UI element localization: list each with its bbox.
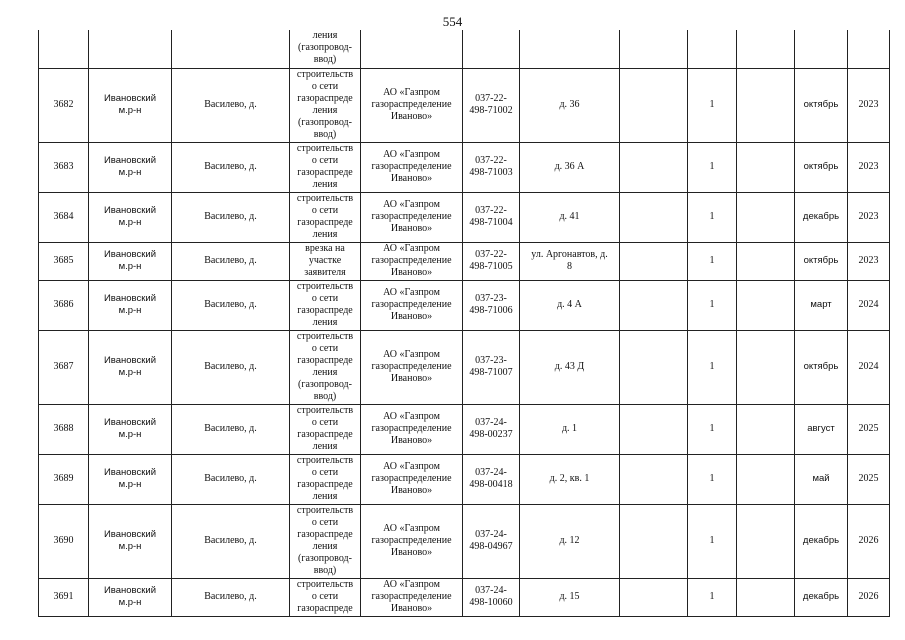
empty-cell xyxy=(89,30,172,68)
code-cell: 037-24- 498-10060 xyxy=(463,578,520,616)
locality-cell: Василево, д. xyxy=(172,192,290,242)
empty-cell xyxy=(463,30,520,68)
year-cell: 2024 xyxy=(848,330,890,404)
table-row xyxy=(39,142,890,192)
district-cell: Ивановский м.р-н xyxy=(89,504,172,578)
quantity-cell: 1 xyxy=(688,404,737,454)
quantity-cell: 1 xyxy=(688,330,737,404)
code-cell: 037-22- 498-71005 xyxy=(463,242,520,280)
district-cell: Ивановский м.р-н xyxy=(89,280,172,330)
code-cell: 037-23- 498-71007 xyxy=(463,330,520,404)
table-body xyxy=(39,30,890,616)
empty-cell xyxy=(620,504,688,578)
empty-cell xyxy=(688,30,737,68)
empty-cell xyxy=(737,578,795,616)
address-cell: ул. Аргонавтов, д. 8 xyxy=(520,242,620,280)
row-number-cell: 3686 xyxy=(39,280,89,330)
year-cell: 2023 xyxy=(848,68,890,142)
code-cell: 037-24- 498-00418 xyxy=(463,454,520,504)
locality-cell: Василево, д. xyxy=(172,578,290,616)
empty-cell xyxy=(737,142,795,192)
locality-cell: Василево, д. xyxy=(172,68,290,142)
address-cell: д. 43 Д xyxy=(520,330,620,404)
empty-cell xyxy=(620,330,688,404)
table-row xyxy=(39,504,890,578)
row-number-cell: 3682 xyxy=(39,68,89,142)
organization-cell: АО «Газпром газораспределение Иваново» xyxy=(361,454,463,504)
month-cell: октябрь xyxy=(795,330,848,404)
code-cell: 037-23- 498-71006 xyxy=(463,280,520,330)
row-number-cell: 3683 xyxy=(39,142,89,192)
month-cell: декабрь xyxy=(795,504,848,578)
code-cell: 037-22- 498-71004 xyxy=(463,192,520,242)
empty-cell xyxy=(737,404,795,454)
district-cell: Ивановский м.р-н xyxy=(89,578,172,616)
work-type-cell: строительств о сети газораспреде ления (газопровод- ввод) xyxy=(290,68,361,142)
year-cell: 2025 xyxy=(848,404,890,454)
quantity-cell: 1 xyxy=(688,578,737,616)
empty-cell xyxy=(795,30,848,68)
year-cell: 2023 xyxy=(848,142,890,192)
locality-cell: Василево, д. xyxy=(172,504,290,578)
continuation-row xyxy=(39,30,890,68)
work-type-cell: строительств о сети газораспреде ления (газопровод- ввод) xyxy=(290,504,361,578)
quantity-cell: 1 xyxy=(688,192,737,242)
address-cell: д. 4 А xyxy=(520,280,620,330)
locality-cell: Василево, д. xyxy=(172,330,290,404)
district-cell: Ивановский м.р-н xyxy=(89,454,172,504)
quantity-cell: 1 xyxy=(688,68,737,142)
code-cell: 037-24- 498-04967 xyxy=(463,504,520,578)
gasification-schedule-table xyxy=(38,30,890,617)
empty-cell xyxy=(620,142,688,192)
row-number-cell: 3691 xyxy=(39,578,89,616)
address-cell: д. 36 xyxy=(520,68,620,142)
work-type-cell: строительств о сети газораспреде ления xyxy=(290,454,361,504)
empty-cell xyxy=(620,578,688,616)
row-number-cell: 3687 xyxy=(39,330,89,404)
empty-cell xyxy=(737,504,795,578)
month-cell: март xyxy=(795,280,848,330)
organization-cell: АО «Газпром газораспределение Иваново» xyxy=(361,504,463,578)
address-cell: д. 15 xyxy=(520,578,620,616)
quantity-cell: 1 xyxy=(688,242,737,280)
year-cell: 2023 xyxy=(848,192,890,242)
code-cell: 037-22- 498-71003 xyxy=(463,142,520,192)
district-cell: Ивановский м.р-н xyxy=(89,68,172,142)
district-cell: Ивановский м.р-н xyxy=(89,142,172,192)
empty-cell xyxy=(737,30,795,68)
district-cell: Ивановский м.р-н xyxy=(89,242,172,280)
empty-cell xyxy=(737,280,795,330)
district-cell: Ивановский м.р-н xyxy=(89,192,172,242)
empty-cell xyxy=(172,30,290,68)
address-cell: д. 36 А xyxy=(520,142,620,192)
address-cell: д. 1 xyxy=(520,404,620,454)
table-row xyxy=(39,404,890,454)
table-row xyxy=(39,578,890,616)
organization-cell: АО «Газпром газораспределение Иваново» xyxy=(361,280,463,330)
address-cell: д. 12 xyxy=(520,504,620,578)
locality-cell: Василево, д. xyxy=(172,454,290,504)
work-type-cell: строительств о сети газораспреде ления xyxy=(290,280,361,330)
locality-cell: Василево, д. xyxy=(172,280,290,330)
empty-cell xyxy=(620,192,688,242)
empty-cell xyxy=(620,30,688,68)
month-cell: август xyxy=(795,404,848,454)
quantity-cell: 1 xyxy=(688,280,737,330)
organization-cell: АО «Газпром газораспределение Иваново» xyxy=(361,242,463,280)
empty-cell xyxy=(361,30,463,68)
organization-cell: АО «Газпром газораспределение Иваново» xyxy=(361,578,463,616)
work-type-cell: строительств о сети газораспреде ления xyxy=(290,192,361,242)
organization-cell: АО «Газпром газораспределение Иваново» xyxy=(361,192,463,242)
row-number-cell: 3688 xyxy=(39,404,89,454)
quantity-cell: 1 xyxy=(688,504,737,578)
year-cell: 2025 xyxy=(848,454,890,504)
work-type-cell: строительств о сети газораспреде ления xyxy=(290,142,361,192)
empty-cell xyxy=(620,68,688,142)
empty-cell xyxy=(737,192,795,242)
district-cell: Ивановский м.р-н xyxy=(89,330,172,404)
year-cell: 2024 xyxy=(848,280,890,330)
empty-cell xyxy=(620,454,688,504)
month-cell: декабрь xyxy=(795,192,848,242)
district-cell: Ивановский м.р-н xyxy=(89,404,172,454)
empty-cell xyxy=(737,242,795,280)
empty-cell xyxy=(848,30,890,68)
locality-cell: Василево, д. xyxy=(172,242,290,280)
quantity-cell: 1 xyxy=(688,454,737,504)
table-row xyxy=(39,454,890,504)
row-number-cell: 3690 xyxy=(39,504,89,578)
locality-cell: Василево, д. xyxy=(172,404,290,454)
row-number-cell: 3689 xyxy=(39,454,89,504)
work-type-cell: строительств о сети газораспреде ления xyxy=(290,404,361,454)
month-cell: октябрь xyxy=(795,242,848,280)
empty-cell xyxy=(737,454,795,504)
code-cell: 037-22- 498-71002 xyxy=(463,68,520,142)
table-row xyxy=(39,280,890,330)
row-number-cell: 3684 xyxy=(39,192,89,242)
table-row xyxy=(39,192,890,242)
empty-cell xyxy=(620,242,688,280)
month-cell: октябрь xyxy=(795,68,848,142)
locality-cell: Василево, д. xyxy=(172,142,290,192)
address-cell: д. 41 xyxy=(520,192,620,242)
year-cell: 2026 xyxy=(848,578,890,616)
table-row xyxy=(39,68,890,142)
organization-cell: АО «Газпром газораспределение Иваново» xyxy=(361,404,463,454)
work-type-cell: строительств о сети газораспреде ления (газопровод- ввод) xyxy=(290,330,361,404)
year-cell: 2023 xyxy=(848,242,890,280)
work-type-cell: врезка на участке заявителя xyxy=(290,242,361,280)
empty-cell xyxy=(39,30,89,68)
empty-cell xyxy=(620,280,688,330)
empty-cell xyxy=(620,404,688,454)
month-cell: октябрь xyxy=(795,142,848,192)
work-type-cell: ления (газопровод- ввод) xyxy=(290,30,361,68)
code-cell: 037-24- 498-00237 xyxy=(463,404,520,454)
quantity-cell: 1 xyxy=(688,142,737,192)
empty-cell xyxy=(737,68,795,142)
work-type-cell: строительств о сети газораспреде xyxy=(290,578,361,616)
month-cell: декабрь xyxy=(795,578,848,616)
empty-cell xyxy=(737,330,795,404)
organization-cell: АО «Газпром газораспределение Иваново» xyxy=(361,68,463,142)
row-number-cell: 3685 xyxy=(39,242,89,280)
page-number: 554 xyxy=(442,14,463,29)
year-cell: 2026 xyxy=(848,504,890,578)
table-row xyxy=(39,242,890,280)
organization-cell: АО «Газпром газораспределение Иваново» xyxy=(361,142,463,192)
address-cell: д. 2, кв. 1 xyxy=(520,454,620,504)
month-cell: май xyxy=(795,454,848,504)
table-row xyxy=(39,330,890,404)
empty-cell xyxy=(520,30,620,68)
organization-cell: АО «Газпром газораспределение Иваново» xyxy=(361,330,463,404)
